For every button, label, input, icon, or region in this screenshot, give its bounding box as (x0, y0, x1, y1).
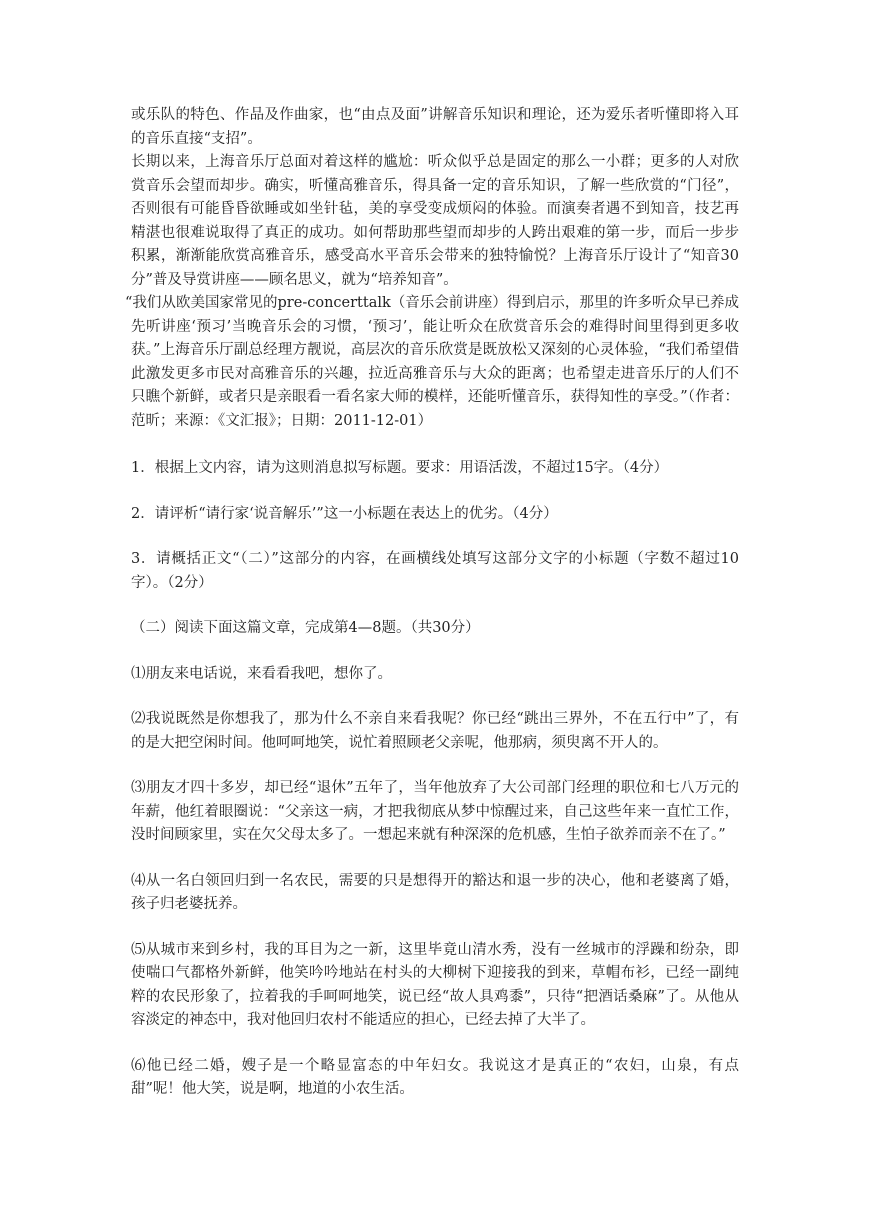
story-paragraph-2: ⑵我说既然是你想我了，那为什么不亲自来看我呢？你已经“跳出三界外，不在五行中”了，有的是大把空闲时间。他呵呵地笑，说忙着照顾老父亲呢，他那病，须臾离不开人的。 (131, 711, 739, 751)
story-paragraph-4: ⑷从一名白领回归到一名农民，需要的只是想得开的豁达和退一步的决心，他和老婆离了婚，孩子归老婆抚养。 (131, 872, 739, 912)
question-3: 3．请概括正文“（二）”这部分的内容，在画横线处填写这部分文字的小标题（字数不超过10字）。（2分） (131, 551, 739, 591)
story-paragraph-3: ⑶朋友才四十多岁，却已经“退休”五年了，当年他放弃了大公司部门经理的职位和七八万元的年薪，他红着眼圈说：“父亲这一病，才把我彻底从梦中惊醒过来，自己这些年来一直忙工作，没时间顾家里，实在欠父母太多了。一想起来就有种深深的危机感，生怕子欲养而亲不在了。” (131, 780, 739, 843)
story-paragraph-1: ⑴朋友来电话说，来看看我吧，想你了。 (131, 665, 392, 682)
article-paragraph: “我们从欧美国家常见的pre-concerttalk（音乐会前讲座）得到启示，那里的许多听众早已养成先听讲座‘预习’当晚音乐会的习惯，‘预习’，能让听众在欣赏音乐会的难得时间里得到更多收获。”上海音乐厅副总经理方靓说，高层次的音乐欣赏是既放松又深刻的心灵体验，“我们希望借此激发更多市民对高雅音乐的兴趣，拉近高雅音乐与大众的距离；也希望走进音乐厅的人们不只瞧个新鲜，或者只是亲眼看一看名家大师的模样，还能听懂音乐，获得知性的享受。”（作者：范昕；来源：《文汇报》；日期：2011-12-01） (125, 295, 739, 429)
question-2: 2．请评析“请行家‘说音解乐’”这一小标题在表达上的优劣。（4分） (131, 505, 558, 522)
section-heading: （二）阅读下面这篇文章，完成第4—8题。（共30分） (131, 620, 480, 636)
article-paragraph: 或乐队的特色、作品及作曲家，也“由点及面”讲解音乐知识和理论，还为爱乐者听懂即将入耳的音乐直接“支招”。 (131, 107, 739, 147)
story-paragraph-5: ⑸从城市来到乡村，我的耳目为之一新，这里毕竟山清水秀，没有一丝城市的浮躁和纷杂，即使喘口气都格外新鲜，他笑吟吟地站在村头的大柳树下迎接我的到来，草帽布衫，已经一副纯粹的农民形象了，拉着我的手呵呵地笑，说已经“故人具鸡黍”，只待“把酒话桑麻”了。从他从容淡定的神态中，我对他回归农村不能适应的担心，已经去掉了大半了。 (131, 941, 739, 1028)
document-page (125, 104, 739, 1102)
question-1: 1．根据上文内容，请为这则消息拟写标题。要求：用语活泼，不超过15字。（4分） (131, 460, 669, 476)
article-paragraph: 长期以来，上海音乐厅总面对着这样的尴尬：听众似乎总是固定的那么一小群；更多的人对欣赏音乐会望而却步。确实，听懂高雅音乐，得具备一定的音乐知识，了解一些欣赏的“门径”，否则很有可能昏昏欲睡或如坐针毡，美的享受变成烦闷的体验。而演奏者遇不到知音，技艺再精湛也很难说取得了真正的成功。如何帮助那些望而却步的人跨出艰难的第一步，而后一步步积累，渐渐能欣赏高雅音乐，感受高水平音乐会带来的独特愉悦？上海音乐厅设计了“知音30分”普及导赏讲座——顾名思义，就为“培养知音”。 (131, 154, 739, 288)
story-paragraph-6: ⑹他已经二婚，嫂子是一个略显富态的中年妇女。我说这才是真正的“农妇，山泉，有点甜”呢！他大笑，说是啊，地道的小农生活。 (131, 1057, 739, 1097)
article-continued (125, 104, 739, 433)
